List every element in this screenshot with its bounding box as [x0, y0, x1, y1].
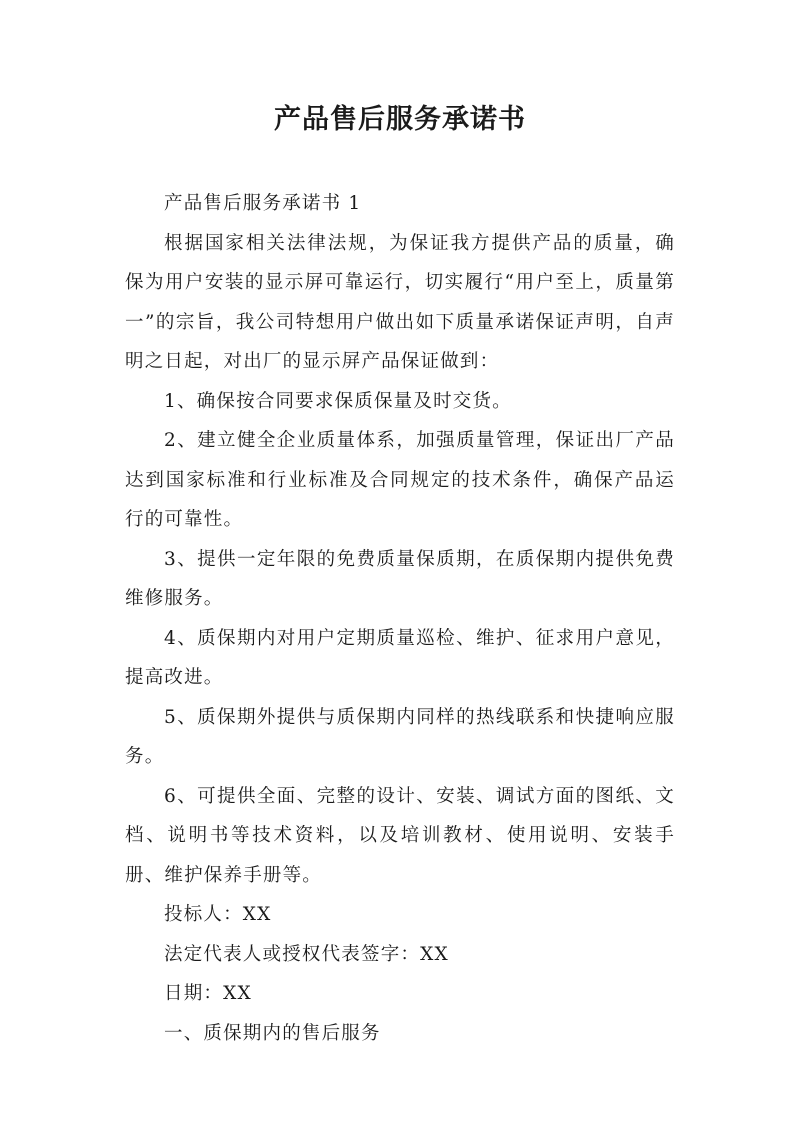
- section-heading: 一、质保期内的售后服务: [164, 1022, 381, 1044]
- signature-line: 法定代表人或授权代表签字：XX: [164, 943, 449, 965]
- commitment-item-6: 6、可提供全面、完整的设计、安装、调试方面的图纸、文档、说明书等技术资料，以及培训教材、使用说明、安装手册、维护保养手册等。: [125, 785, 675, 886]
- commitment-item-1: 1、确保按合同要求保质保量及时交货。: [164, 390, 512, 412]
- commitment-item-2: 2、建立健全企业质量体系，加强质量管理，保证出厂产品达到国家标准和行业标准及合同规定的技术条件，确保产品运行的可靠性。: [125, 430, 675, 530]
- date-line: 日期：XX: [164, 983, 252, 1004]
- commitment-item-4: 4、质保期内对用户定期质量巡检、维护、征求用户意见，提高改进。: [125, 627, 675, 688]
- commitment-item-3: 3、提供一定年限的免费质量保质期，在质保期内提供免费维修服务。: [125, 548, 675, 609]
- document-subtitle: 产品售后服务承诺书 1: [164, 193, 362, 214]
- commitment-item-5: 5、质保期外提供与质保期内同样的热线联系和快捷响应服务。: [125, 706, 675, 767]
- bidder-line: 投标人：XX: [164, 904, 272, 925]
- intro-paragraph: 根据国家相关法律法规，为保证我方提供产品的质量，确保为用户安装的显示屏可靠运行，切实履行“用户至上，质量第一”的宗旨，我公司特想用户做出如下质量承诺保证声明，自声明之日起，对出厂的显示屏产品保证做到：: [125, 232, 675, 372]
- document-title: 产品售后服务承诺书: [274, 104, 526, 135]
- document-body: [125, 184, 675, 1053]
